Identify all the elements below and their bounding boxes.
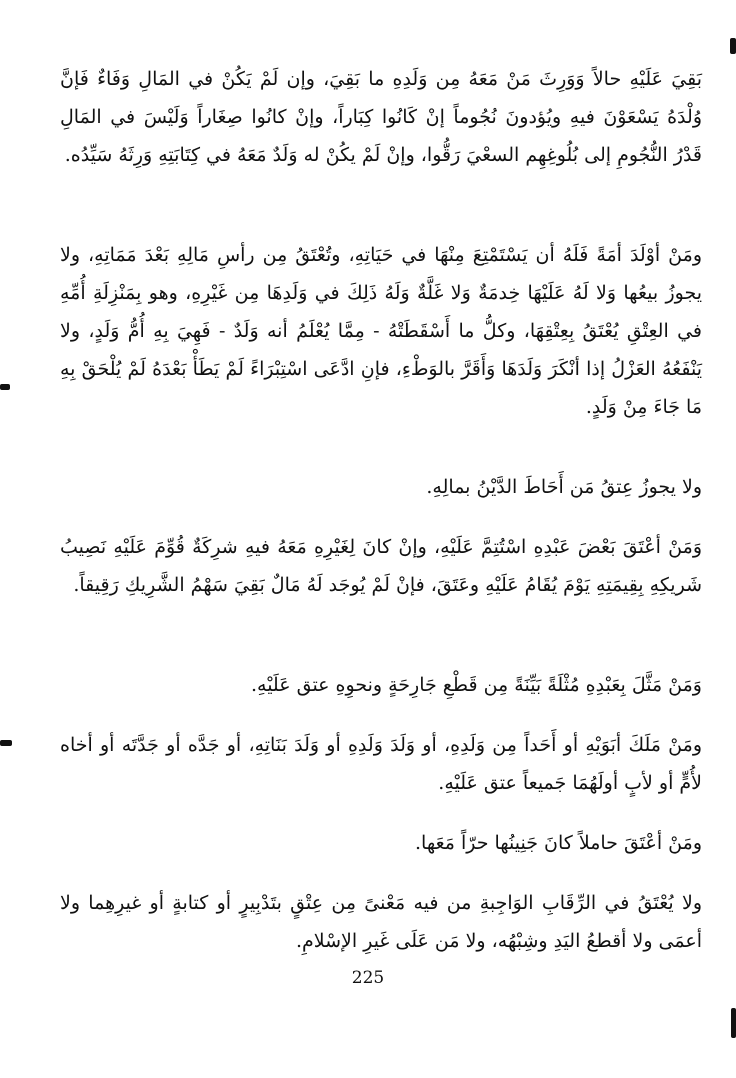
paragraph: ومَنْ أعْتَقَ حاملاً كانَ جَنِينُها حرّاً مَعَها. (414, 832, 702, 854)
page-number: 225 (351, 968, 385, 988)
margin-mark (0, 384, 10, 390)
paragraph: ومَنْ مَلَكَ أبَوَيْهِ أو أَحَداً مِن وَلَدِهِ، أو وَلَدَ وَلَدِهِ أو وَلَدَ بَنَاتِهِ، أو جَدَّه أو جَدَّتَه أو أخاه لأُمٍّ أو لأبٍ أولَهُمَا جَميعاً عتق عَلَيْهِ. (60, 734, 702, 794)
paragraph: ولا يُعْتَقُ في الرِّقَابِ الوَاجِبةِ من فيه مَعْنىً مِن عِتْقٍ بتَدْبِيرٍ أو كتابةٍ أو غيرِهِما ولا أعمَى ولا أقطعُ اليَدِ وشِبْهُه، ولا مَن عَلَى غَيرِ الإسْلامِ. (60, 892, 702, 952)
margin-mark (0, 740, 12, 746)
paragraph: وَمَنْ مَثَّلَ بِعَبْدِهِ مُثْلَةً بَيِّنَةً مِن قَطْعِ جَارِحَةٍ ونحوِهِ عتق عَلَيْهِ. (250, 674, 702, 696)
margin-mark (730, 38, 736, 54)
paragraph: بَقِيَ عَلَيْهِ حالاً وَوَرِثَ مَنْ مَعَهُ مِن وَلَدِهِ ما بَقِيَ، وإن لَمْ يَكُنْ في المَالِ وَفَاءٌ فَإنَّ وُلْدَهُ يَسْعَوْنَ فيهِ ويُؤدونَ نُجُوماً إنْ كَانُوا كِبَاراً، وإنْ كانُوا صِغَاراً وَلَيْسَ في المَالِ قَدْرُ النُّجُومِ إلى بُلُوغِهِم السعْيَ رَقُّوا، وإنْ لَمْ يكُنْ له وَلَدٌ مَعَهُ في كِتَابَتِهِ وَرِثَهُ سَيِّدُه. (60, 68, 702, 166)
paragraph: ومَنْ أوْلَدَ أمَةً فَلَهُ أن يَسْتَمْتِعَ مِنْهَا في حَيَاتِهِ، وتُعْتَقُ مِن رأسِ مَالِهِ بَعْدَ مَمَاتِهِ، ولا يجوزُ بيعُها وَلا لَهُ عَلَيْهَا خِدمَةٌ وَلا غَلَّةٌ وَلَهُ ذَلِكَ في وَلَدِهَا مِن غَيْرِهِ، وهو بِمَنْزِلَةِ أُمِّهِ في العِتْقِ يُعْتَقُ بِعِتْقِهَا، وكلُّ ما أَسْقَطَتْهُ - مِمَّا يُعْلَمُ أنه وَلَدٌ - فَهِيَ بِهِ أُمُّ وَلَدٍ، ولا يَنْفَعُهُ العَزْلُ إذا أنْكَرَ وَلَدَهَا وَأَقَرَّ بالوَطْءِ، فإنِ ادَّعَى اسْتِبْرَاءً لَمْ يَطَأْ بَعْدَهُ لَمْ يُلْحَقْ بِهِ مَا جَاءَ مِنْ وَلَدٍ. (60, 244, 702, 418)
paragraph: وَمَنْ أعْتَقَ بَعْضَ عَبْدِهِ اسْتُتِمَّ عَلَيْهِ، وإنْ كانَ لِغَيْرِهِ مَعَهُ فيهِ شرِكَةٌ قُوِّمَ عَلَيْهِ نَصِيبُ شَريكِهِ بِقِيمَتِهِ يَوْمَ يُقَامُ عَلَيْهِ وعَتَقَ، فإنْ لَمْ يُوجَد لَهُ مَالٌ بَقِيَ سَهْمُ الشَّرِيكِ رَقِيقاً. (60, 536, 702, 596)
paragraph: ولا يجوزُ عِتقُ مَن أَحَاطَ الدَّيْنُ بمالِهِ. (426, 476, 702, 498)
page-body (60, 60, 702, 1020)
margin-mark (731, 1008, 736, 1038)
